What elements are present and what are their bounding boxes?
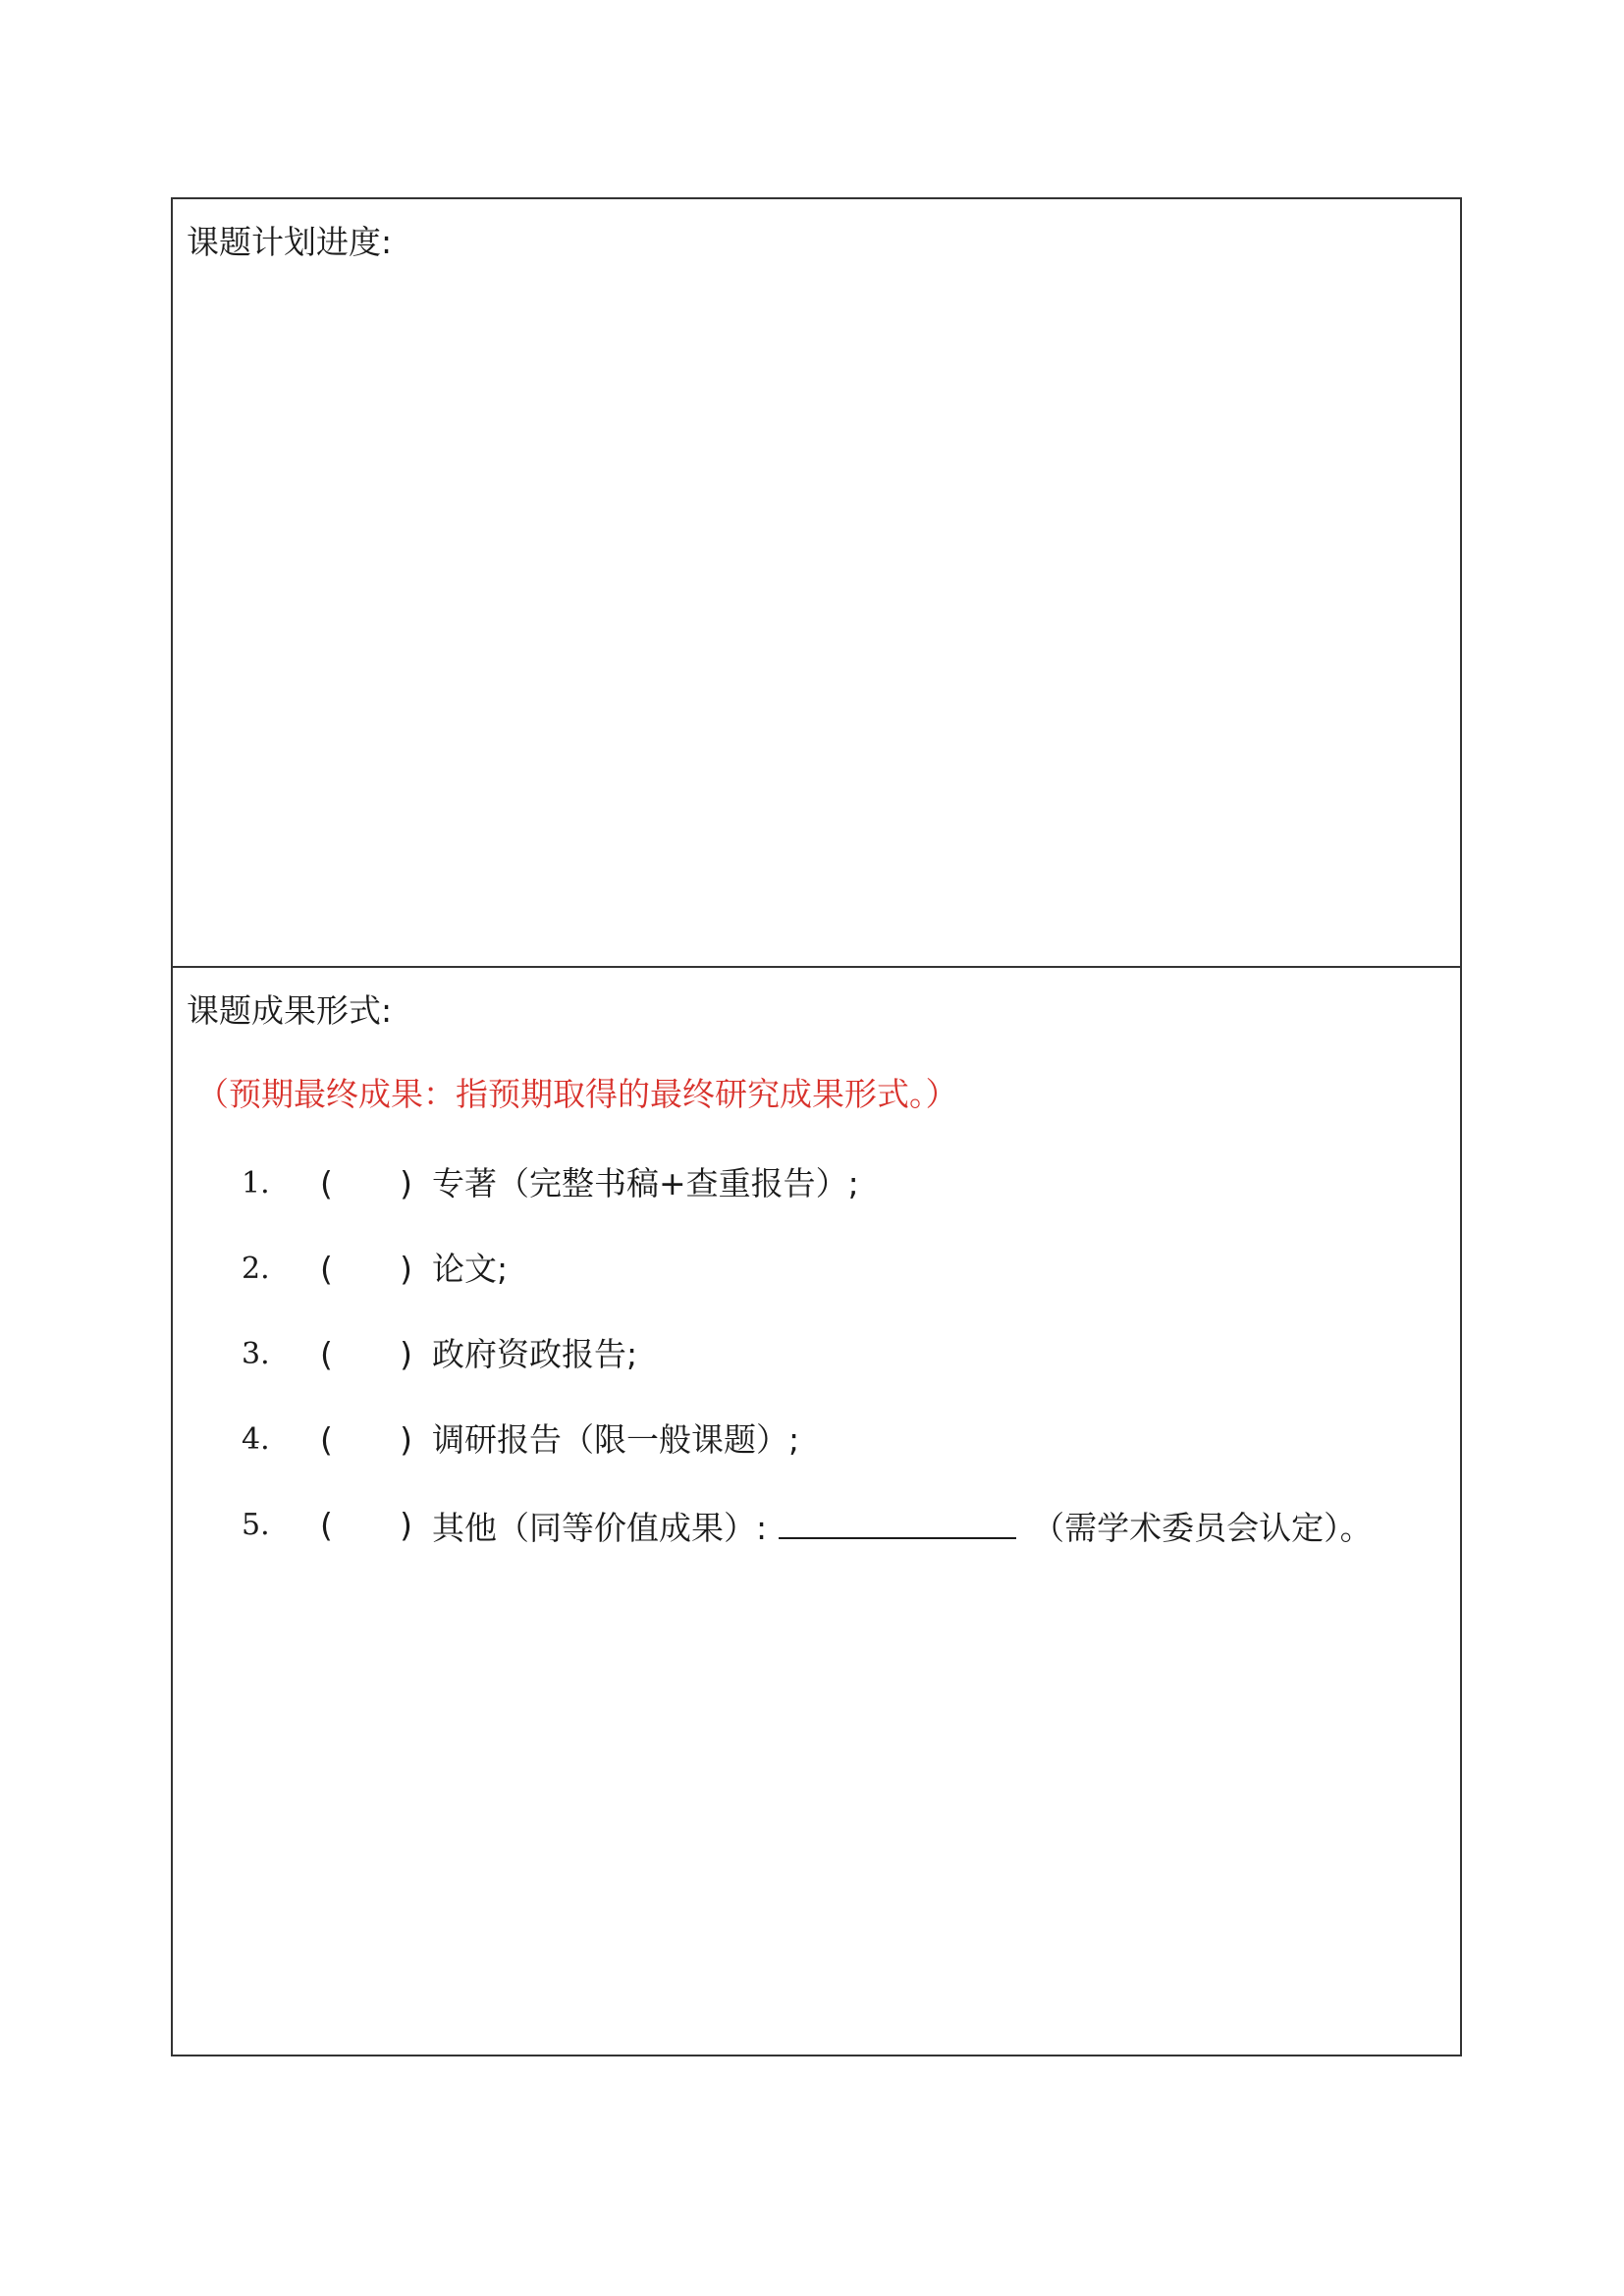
close-paren: ): [400, 1335, 412, 1373]
option-number: 2.: [242, 1252, 270, 1286]
results-form-heading: 课题成果形式:: [187, 991, 393, 1030]
results-form-section: [173, 968, 1460, 2055]
other-result-blank[interactable]: [779, 1504, 1016, 1539]
option-number: 4.: [242, 1422, 270, 1457]
close-paren: ): [400, 1506, 412, 1544]
close-paren: ): [400, 1164, 412, 1202]
option-number: 5.: [242, 1508, 270, 1542]
option-checkbox-policy-report[interactable]: [316, 1333, 418, 1376]
option-number: 3.: [242, 1337, 270, 1371]
option-label: 调研报告（限一般课题）;: [432, 1420, 800, 1459]
open-paren: (: [320, 1420, 333, 1459]
plan-progress-section[interactable]: [173, 199, 1460, 968]
option-label: 专著（完整书稿+查重报告）;: [432, 1164, 859, 1202]
option-label-text: 其他（同等价值成果）:: [432, 1509, 768, 1547]
option-label: 政府资政报告;: [432, 1335, 638, 1373]
open-paren: (: [320, 1506, 333, 1544]
option-label-suffix: （需学术委员会认定）。: [1032, 1509, 1373, 1547]
option-checkbox-research-report[interactable]: [316, 1418, 418, 1462]
option-label: 论文;: [432, 1250, 509, 1288]
option-checkbox-monograph[interactable]: [316, 1162, 418, 1205]
close-paren: ): [400, 1250, 412, 1288]
plan-progress-heading: 课题计划进度:: [187, 223, 393, 261]
option-number: 1.: [242, 1166, 270, 1201]
open-paren: (: [320, 1164, 333, 1202]
option-checkbox-other[interactable]: [316, 1504, 418, 1547]
option-checkbox-paper[interactable]: [316, 1248, 418, 1291]
open-paren: (: [320, 1250, 333, 1288]
close-paren: ): [400, 1420, 412, 1459]
open-paren: (: [320, 1335, 333, 1373]
expected-results-note: （预期最终成果：指预期取得的最终研究成果形式。）: [196, 1075, 958, 1113]
application-form-table: [171, 197, 1462, 2056]
option-label-other: [432, 1504, 1373, 1550]
